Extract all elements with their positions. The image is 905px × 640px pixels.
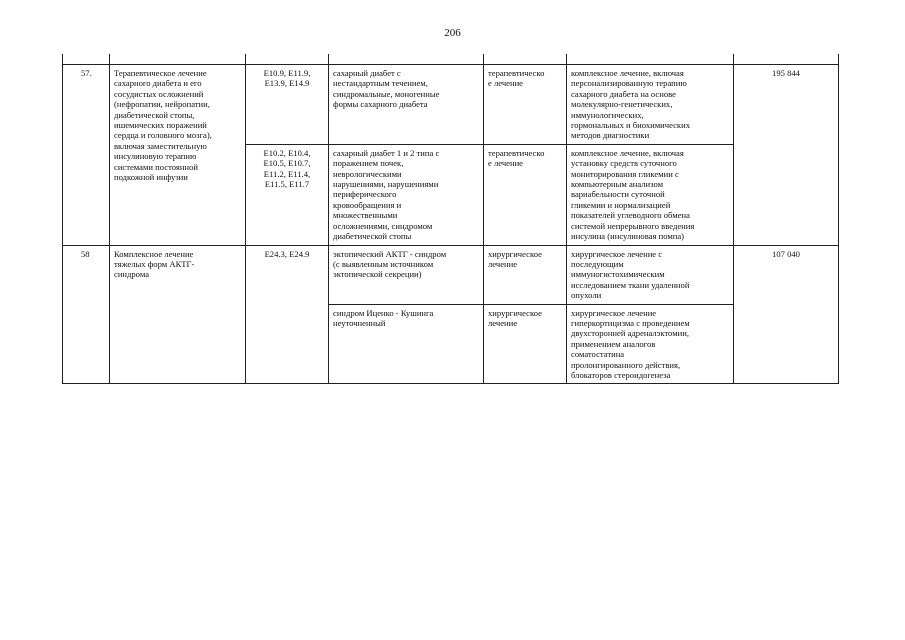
- care-type-name: Терапевтическое лечение сахарного диабета и его сосудистых осложнений (нефропатии, нейропатии, диабетической стопы, ишемических поражений сердца и головного мозга), включая заместительную инсулиновую терапию системами постоянной подкожной инфузии: [110, 65, 246, 246]
- row-number: 57.: [63, 65, 110, 246]
- patient-model: эктопический АКТГ - синдром (с выявленным источником эктопической секреции): [329, 245, 484, 304]
- patient-model: синдром Иценко - Кушинга неуточненный: [329, 304, 484, 384]
- page-number: 206: [444, 27, 461, 39]
- icd-codes: E10.9, E11.9, E13.9, E14.9: [246, 65, 329, 145]
- table-row: [63, 65, 839, 145]
- financial-standard: 107 040: [734, 245, 839, 384]
- table-row: [63, 245, 839, 304]
- table-cell: [329, 54, 484, 65]
- treatment-type: терапевтическо е лечение: [484, 65, 567, 145]
- treatment-method: комплексное лечение, включая установку средств суточного мониторирования гликемии с компьютерным анализом вариабельности суточной гликемии и нормализацией показателей углеводного обмена системой непрерывного введения инсулина (инсулиновая помпа): [567, 144, 734, 245]
- table-cell: [63, 54, 110, 65]
- patient-model: сахарный диабет с нестандартным течением, синдромальные, моногенные формы сахарного диабета: [329, 65, 484, 145]
- medical-care-table: [62, 54, 839, 384]
- row-number: 58: [63, 245, 110, 384]
- table-cell: [567, 54, 734, 65]
- table-cell: [246, 54, 329, 65]
- table-continuation-row: [63, 54, 839, 65]
- treatment-method: комплексное лечение, включая персонализированную терапию сахарного диабета на основе молекулярно-генетических, иммунологических, гормональных и биохимических методов диагностики: [567, 65, 734, 145]
- icd-codes: E10.2, E10.4, E10.5, E10.7, E11.2, E11.4, E11.5, E11.7: [246, 144, 329, 245]
- treatment-type: терапевтическо е лечение: [484, 144, 567, 245]
- icd-codes: E24.3, E24.9: [246, 245, 329, 384]
- table-cell: [484, 54, 567, 65]
- treatment-type: хирургическое лечение: [484, 304, 567, 384]
- financial-standard: 195 844: [734, 65, 839, 246]
- patient-model: сахарный диабет 1 и 2 типа с поражением почек, неврологическими нарушениями, нарушениями периферического кровообращения и множественными осложнениями, синдромом диабетической стопы: [329, 144, 484, 245]
- treatment-method: хирургическое лечение гиперкортицизма с проведением двухсторонней адреналэктомии, применением аналогов соматостатина пролонгированного действия, блокаторов стероидогенеза: [567, 304, 734, 384]
- treatment-type: хирургическое лечение: [484, 245, 567, 304]
- table-cell: [734, 54, 839, 65]
- care-type-name: Комплексное лечение тяжелых форм АКТГ- синдрома: [110, 245, 246, 384]
- table-cell: [110, 54, 246, 65]
- treatment-method: хирургическое лечение с последующим иммуногистохимическим исследованием ткани удаленной опухоли: [567, 245, 734, 304]
